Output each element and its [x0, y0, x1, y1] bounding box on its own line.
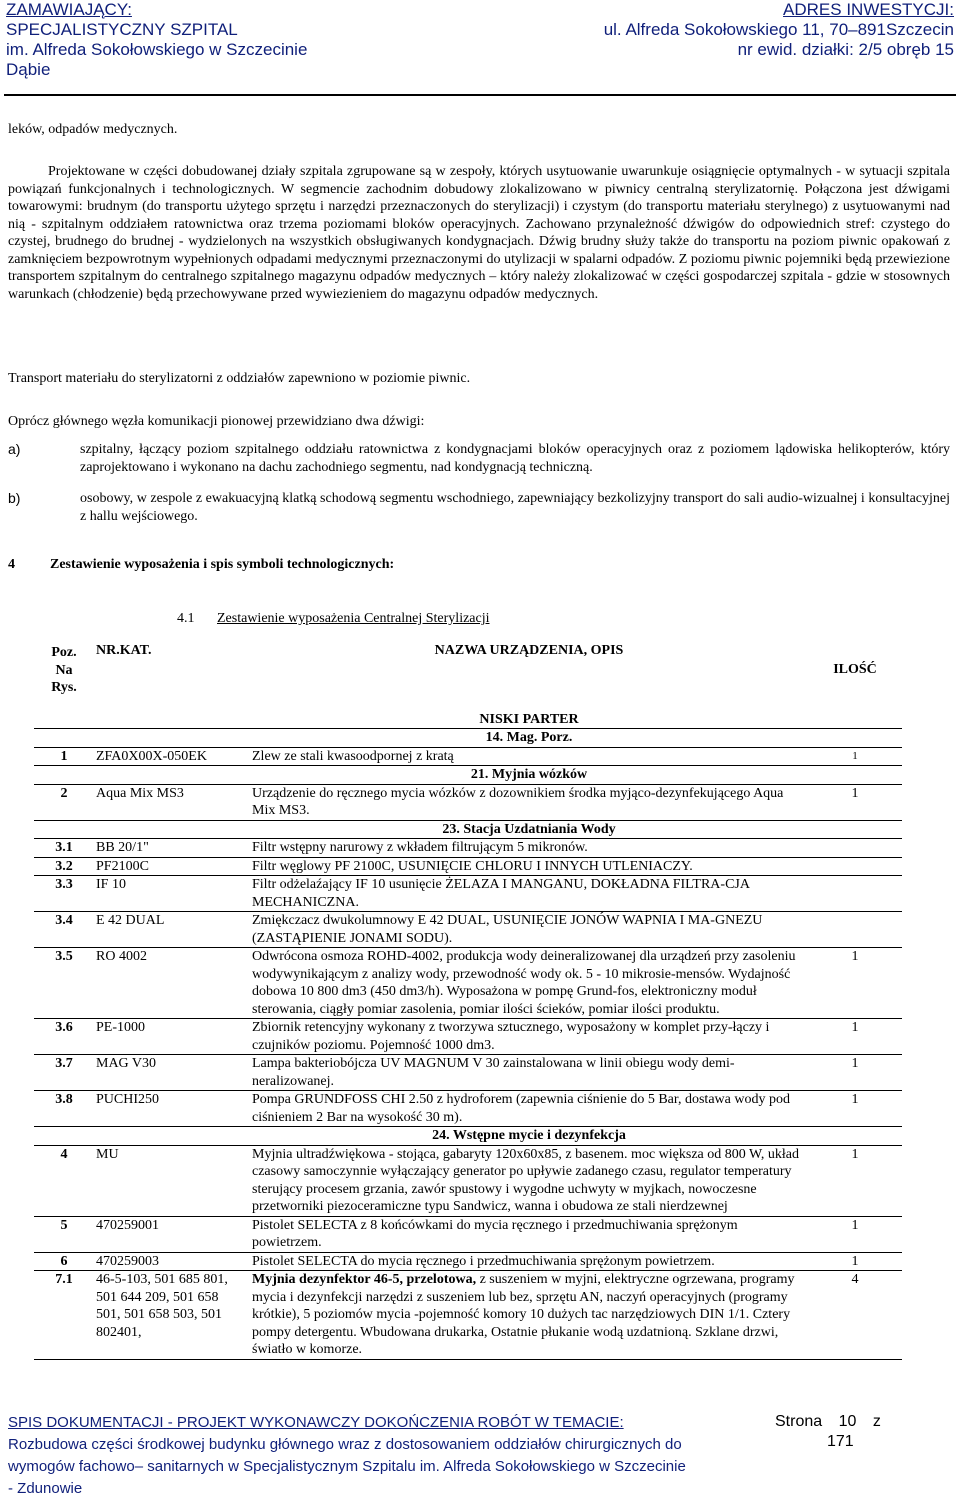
header-client-name-3: Dąbie [6, 60, 51, 79]
row-catalog-number: Aqua Mix MS3 [94, 784, 244, 820]
group-qty-cell [808, 766, 902, 785]
row-pos: 3.2 [34, 857, 94, 876]
table-level-row [34, 697, 902, 729]
paragraph-3: Transport materiału do sterylizatorni z oddziałów zapewniono w poziomie piwnic. [8, 371, 471, 386]
level-qty-cell [808, 697, 902, 729]
paragraph-1: leków, odpadów medycznych. [8, 122, 178, 137]
row-quantity: 1 [808, 1055, 902, 1091]
row-description: Zlew ze stali kwasoodpornej z kratą [244, 747, 808, 766]
row-description: Filtr wstępny narurowy z wkładem filtrującym 5 mikronów. [244, 839, 808, 858]
header-name: NAZWA URZĄDZENIA, OPIS [434, 643, 624, 658]
group-pos-cell [34, 766, 94, 785]
footer-line-2: Rozbudowa części środkowej budynku głównego wraz z dostosowaniem oddziałów chirurgicznych do [8, 1436, 682, 1453]
row-catalog-number: PE-1000 [94, 1019, 244, 1055]
header-right [484, 0, 954, 60]
row-catalog-number: PUCHI250 [94, 1091, 244, 1127]
paragraph-2a: Projektowane w części dobudowanej działy szpitala zgrupowane są w zespoły, których usytuowanie uwarunkuje osiągnięcie optymalnych - w sytuacji szpitala powiązań funkcjonalnych i technologicznych. W segmencie zachodnim dobudowy zlokalizowano w piwnicy centralną sterylizatornię. [8, 164, 950, 197]
equipment-table [34, 642, 902, 1360]
header-client-name: SPECJALISTYCZNY SZPITAL [6, 20, 238, 39]
row-quantity [808, 857, 902, 876]
table-row [34, 1091, 902, 1127]
group-label: 14. Mag. Porz. [244, 729, 808, 748]
row-catalog-number: MU [94, 1145, 244, 1216]
row-quantity: 1 [808, 1252, 902, 1271]
row-pos: 6 [34, 1252, 94, 1271]
row-quantity [808, 912, 902, 948]
table-row [34, 876, 902, 912]
table-row [34, 1252, 902, 1271]
row-catalog-number: ZFA0X00X-050EK [94, 747, 244, 766]
group-label: 21. Myjnia wózków [244, 766, 808, 785]
row-description: Myjnia ultradźwiękowa - stojąca, gabaryty 120x60x85, z basenem. moc większa od 800 W, układ czasowy samoczynnie wyłączający generator po upływie zadanego czasu, regulator temperatury sterujący procesem grzania, zawór spustowy i wygodne uchwyty w myjkach, nowoczesne przetworniki piezoceramiczne typu Sandwicz, wanna i obudowa ze stali nierdzewnej [244, 1145, 808, 1216]
row-description-bold: Myjnia dezynfektor 46-5, przelotowa, [252, 1272, 477, 1287]
paragraph-4: Oprócz głównego węzła komunikacji pionowej przewidziano dwa dźwigi: [8, 414, 425, 429]
section-number: 4 [8, 557, 15, 572]
table-row [34, 912, 902, 948]
page-number: 10 [838, 1413, 857, 1430]
table-group-row [34, 1127, 902, 1146]
row-description: Odwrócona osmoza ROHD-4002, produkcja wody deineralizowanej dla urządzeń przy zasoleniu wodywynikającym z analizy wody, przewodność wody ok. 5 - 10 mikrosie-mensów. Wydajność dobowa 10 800 dm3 (450 dm3/h). Wyposażona w pompę Grund-fos, elektroniczny moduł sterowania, ciągły pomiar zasolenia, pomiar ilości ścieków, pomiar ilości produktu. [244, 948, 808, 1019]
row-description: Pompa GRUNDFOSS CHI 2.50 z hydroforem (zapewnia ciśnienie do 5 Bar, dostawa wody pod ciśnieniem 2 Bar na wysokość 30 m). [244, 1091, 808, 1127]
row-quantity: 1 [808, 1019, 902, 1055]
row-catalog-number: IF 10 [94, 876, 244, 912]
table-group-row [34, 766, 902, 785]
row-pos: 7.1 [34, 1271, 94, 1360]
row-catalog-number: E 42 DUAL [94, 912, 244, 948]
row-pos: 3.6 [34, 1019, 94, 1055]
level-cat-cell [94, 697, 244, 729]
header-left [6, 0, 476, 80]
group-qty-cell [808, 820, 902, 839]
row-catalog-number: MAG V30 [94, 1055, 244, 1091]
footer-line-3: wymogów fachowo– sanitarnych w Specjalistycznym Szpitalu im. Alfreda Sokołowskiego w Szczecinie [8, 1458, 686, 1475]
footer-line-1: SPIS DOKUMENTACJI - PROJEKT WYKONAWCZY DOKOŃCZENIA ROBÓT W TEMACIE: [8, 1414, 624, 1431]
table-row [34, 1216, 902, 1252]
row-pos: 3.4 [34, 912, 94, 948]
header-pos-text: Poz. Na Rys. [51, 645, 77, 695]
group-pos-cell [34, 1127, 94, 1146]
table-row [34, 747, 902, 766]
footer [8, 1412, 768, 1500]
group-cat-cell [94, 1127, 244, 1146]
header-cat: NR.KAT. [96, 643, 152, 658]
row-quantity: 4 [808, 1271, 902, 1360]
page-total: 171 [827, 1433, 854, 1450]
row-description: Pistolet SELECTA z 8 końcówkami do mycia ręcznego i przedmuchiwania sprężonym powietrzem. [244, 1216, 808, 1252]
footer-line-4: - Zdunowie [8, 1480, 83, 1497]
row-description: Urządzenie do ręcznego mycia wózków z dozownikiem środka myjąco-dezynfekującego Aqua Mix MS3. [244, 784, 808, 820]
row-pos: 3.8 [34, 1091, 94, 1127]
row-description: Filtr odżelaźający IF 10 usunięcie ŻELAZA I MANGANU, DOKŁADNA FILTRA-CJA MECHANICZNA. [244, 876, 808, 912]
row-quantity: 1 [808, 948, 902, 1019]
page-word: Strona [775, 1413, 823, 1430]
section-title: Zestawienie wyposażenia i spis symboli technologicznych: [50, 557, 395, 572]
row-description: Zmiękczacz dwukolumnowy E 42 DUAL, USUNIĘCIE JONÓW WAPNIA I MA-GNEZU (ZASTĄPIENIE JONAMI SODU). [244, 912, 808, 948]
row-pos: 3.7 [34, 1055, 94, 1091]
list-item-a: szpitalny, łączący poziom szpitalnego oddziału ratownictwa z kondygnacjami bloków operacyjnych oraz z poziomem lądowiska helikopterów, który zaprojektowano i wykonano na dachu zachodniego segmentu, nad kondygnacją techniczną. [80, 442, 950, 475]
row-description [244, 1271, 808, 1360]
row-catalog-number: 46-5-103, 501 685 801, 501 644 209, 501 658 501, 501 658 503, 501 802401, [94, 1271, 244, 1360]
paragraph-2 [8, 163, 950, 303]
row-quantity: 1 [808, 784, 902, 820]
table-row [34, 784, 902, 820]
row-description: Zbiornik retencyjny wykonany z tworzywa sztucznego, wyposażony w komplet przy-łączy i czujników poziomu. Pojemność 1000 dm3. [244, 1019, 808, 1055]
level-pos-cell [34, 697, 94, 729]
row-pos: 3.5 [34, 948, 94, 1019]
group-cat-cell [94, 766, 244, 785]
header-investment-address: ul. Alfreda Sokołowskiego 11, 70–891Szczecin [603, 20, 954, 39]
table-row [34, 1019, 902, 1055]
paragraph-2b: Połączona jest dźwigami towarowymi: brudnym (do transportu użytego sprzętu i narzędzi przeznaczonych do sterylizacji) i czystym (do transportu materiału sterylnego) z usytuowanymi nad nią - szpitalnym oddziałem ratownictwa oraz trzema poziomami bloków operacyjnych. [8, 181, 950, 232]
table-group-row [34, 729, 902, 748]
row-pos: 2 [34, 784, 94, 820]
group-label: 23. Stacja Uzdatniania Wody [244, 820, 808, 839]
row-description: Pistolet SELECTA do mycia ręcznego i przedmuchiwania sprężonym powietrzem. [244, 1252, 808, 1271]
row-pos: 5 [34, 1216, 94, 1252]
header-investment-label: ADRES INWESTYCJI: [783, 0, 954, 19]
table-row [34, 1271, 902, 1360]
row-description: Filtr węglowy PF 2100C, USUNIĘCIE CHLORU I INNYCH UTLENIACZY. [244, 857, 808, 876]
group-cat-cell [94, 729, 244, 748]
group-cat-cell [94, 820, 244, 839]
header-pos [34, 642, 94, 697]
row-quantity [808, 839, 902, 858]
group-label: 24. Wstępne mycie i dezynfekcja [244, 1127, 808, 1146]
table-row [34, 839, 902, 858]
table-group-row [34, 820, 902, 839]
row-quantity: 1 [808, 1216, 902, 1252]
row-quantity: 1 [808, 1145, 902, 1216]
group-qty-cell [808, 1127, 902, 1146]
list-label-a: a) [8, 441, 21, 457]
table-row [34, 1145, 902, 1216]
row-catalog-number: PF2100C [94, 857, 244, 876]
subsection-title: Zestawienie wyposażenia Centralnej Sterylizacji [217, 611, 490, 626]
row-description-text: z suszeniem w myjni, elektryczne ogrzewana, programy mycia i dezynfekcji narzędzi z suszeniem lub bez, sprzętu AN, naczyń operacyjnych (programy krótkie), 5 poziomów mycia -pojemność komory 10 dużych tac narzędziowych DIN 1/1. Cztery pompy detergentu. Wbudowana drukarka, Ostatnie płukanie wodą uzdatnioną. Szklane drzwi, światło w komorze. [252, 1272, 795, 1357]
row-quantity: 1 [808, 1091, 902, 1127]
row-pos: 4 [34, 1145, 94, 1216]
header-rule [4, 94, 956, 96]
page-of: z [872, 1413, 881, 1430]
row-quantity [808, 876, 902, 912]
header-client-label: ZAMAWIAJĄCY: [6, 0, 132, 19]
row-quantity: 1 [808, 747, 902, 766]
row-catalog-number: 470259003 [94, 1252, 244, 1271]
header-qty: ILOŚĆ [833, 661, 877, 677]
row-catalog-number: BB 20/1" [94, 839, 244, 858]
group-qty-cell [808, 729, 902, 748]
row-pos: 3.1 [34, 839, 94, 858]
group-pos-cell [34, 729, 94, 748]
paragraph-2c: Zachowano przynależność dźwigów do odpowiednich stref: czystego do czystej, brudnego do brudnej - wydzielonych na wszystkich obsługiwanych kondygnacjach. Dźwig brudny służy także do transportu na poziom piwnic opakowań z zamknięciem bezpowrotnym wypełnionych odpadami medycznymi przeznaczonymi do utylizacji w spalarni odpadów. Z poziomu piwnic pojemniki będą przewiezione transportem szpitalnym do centralnego szpitalnego magazynu odpadów medycznych – który należy zlokalizować w części gospodarczej szpitala - gdzie w stosownych warunkach (chłodzenie) będą przechowywane przed wywiezieniem do magazynu odpadów medycznych. [8, 216, 950, 302]
table-row [34, 948, 902, 1019]
row-catalog-number: 470259001 [94, 1216, 244, 1252]
header-plot-number: nr ewid. działki: 2/5 obręb 15 [737, 40, 954, 59]
table-header-row [34, 642, 902, 697]
list-item-b: osobowy, w zespole z ewakuacyjną klatką schodową segmentu wschodniego, zapewniający bezkolizyjny transport do sali audio-wizualnej i konsultacyjnej z hallu wejściowego. [80, 491, 950, 524]
page-counter [775, 1413, 955, 1451]
list-label-b: b) [8, 490, 21, 506]
row-catalog-number: RO 4002 [94, 948, 244, 1019]
row-description: Lampa bakteriobójcza UV MAGNUM V 30 zainstalowana w linii obiegu wody demi-neralizowanej. [244, 1055, 808, 1091]
group-pos-cell [34, 820, 94, 839]
level-label: NISKI PARTER [244, 697, 808, 729]
row-pos: 3.3 [34, 876, 94, 912]
row-pos: 1 [34, 747, 94, 766]
table-row [34, 1055, 902, 1091]
table-row [34, 857, 902, 876]
header-client-name-2: im. Alfreda Sokołowskiego w Szczecinie [6, 40, 308, 59]
subsection-number: 4.1 [177, 611, 195, 626]
